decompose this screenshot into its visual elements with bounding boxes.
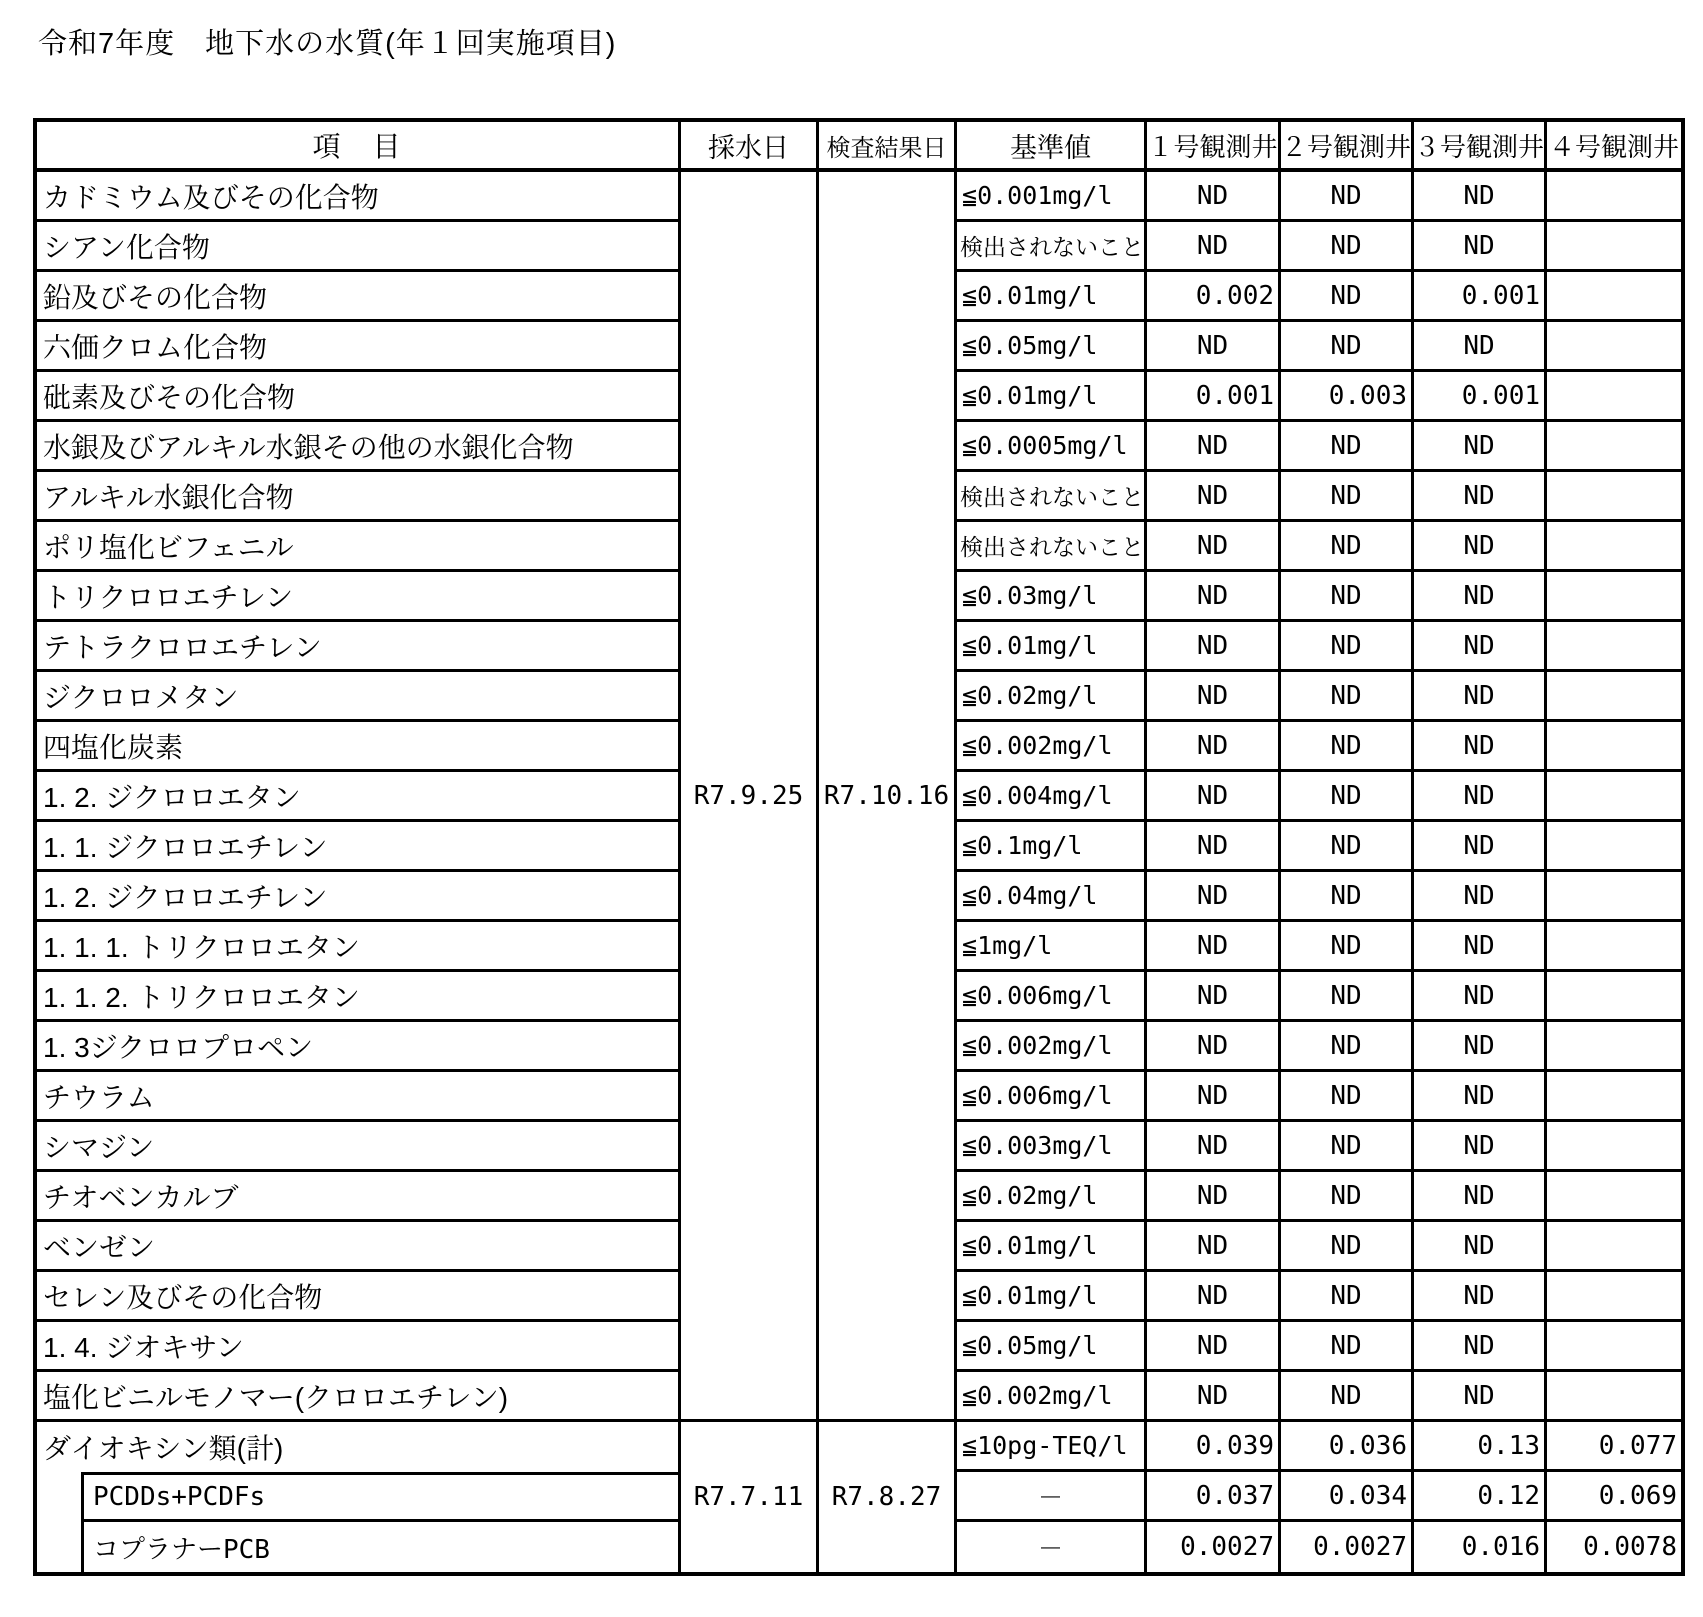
col-header-well-4: ４号観測井 [1547, 122, 1681, 172]
col-header-result-date: 検査結果日 [819, 122, 957, 172]
well-4-value-cell [1547, 1172, 1681, 1222]
item-label: チウラム [37, 1072, 681, 1122]
well-3-value-cell: ND [1414, 822, 1547, 872]
item-label: 鉛及びその化合物 [37, 272, 681, 322]
col-header-well-2: ２号観測井 [1281, 122, 1414, 172]
well-4-value-cell [1547, 772, 1681, 822]
well-3-value-cell: 0.001 [1414, 272, 1547, 322]
col-header-well-3: ３号観測井 [1414, 122, 1547, 172]
well-1-value-cell: ND [1147, 222, 1281, 272]
well-4-value-cell [1547, 822, 1681, 872]
well-2-value-cell: ND [1281, 672, 1414, 722]
standard-value-cell: 検出されないこと [957, 472, 1147, 522]
well-3-value-cell: ND [1414, 922, 1547, 972]
standard-value-cell: ≦0.01mg/l [957, 1222, 1147, 1272]
well-1-value-cell: ND [1147, 472, 1281, 522]
well-1-value-cell: ND [1147, 872, 1281, 922]
well-2-value-cell: ND [1281, 1172, 1414, 1222]
well-4-value-cell [1547, 1122, 1681, 1172]
standard-value-cell: ≦0.006mg/l [957, 1072, 1147, 1122]
standard-value-cell: ≦10pg-TEQ/l [957, 1422, 1147, 1472]
well-4-value-cell [1547, 1272, 1681, 1322]
standard-value-cell: ≦0.004mg/l [957, 772, 1147, 822]
well-1-value-cell: ND [1147, 1172, 1281, 1222]
well-3-value-cell: ND [1414, 722, 1547, 772]
well-1-value-cell: ND [1147, 1372, 1281, 1422]
standard-value-cell: ≦0.02mg/l [957, 1172, 1147, 1222]
standard-value-cell: ≦1mg/l [957, 922, 1147, 972]
well-2-value-cell: ND [1281, 1122, 1414, 1172]
well-3-value-cell: ND [1414, 322, 1547, 372]
subitem-label: コプラナーPCB [84, 1522, 681, 1572]
well-4-value-cell [1547, 922, 1681, 972]
well-3-value-cell: ND [1414, 1122, 1547, 1172]
well-2-value-cell: ND [1281, 722, 1414, 772]
well-1-value-cell: ND [1147, 622, 1281, 672]
result-date-cell: R7.8.27 [819, 1422, 957, 1572]
standard-value-cell: ≦0.01mg/l [957, 272, 1147, 322]
item-label: シマジン [37, 1122, 681, 1172]
well-1-value-cell: 0.037 [1147, 1472, 1281, 1522]
well-3-value-cell: 0.001 [1414, 372, 1547, 422]
table-row [37, 1422, 1681, 1472]
item-label: 四塩化炭素 [37, 722, 681, 772]
well-1-value-cell: ND [1147, 172, 1281, 222]
well-3-value-cell: ND [1414, 572, 1547, 622]
well-1-value-cell: ND [1147, 1022, 1281, 1072]
well-4-value-cell [1547, 722, 1681, 772]
well-2-value-cell: ND [1281, 622, 1414, 672]
well-3-value-cell: 0.13 [1414, 1422, 1547, 1472]
well-1-value-cell: 0.039 [1147, 1422, 1281, 1472]
header-row [37, 122, 1681, 172]
page-title: 令和7年度 地下水の水質(年１回実施項目) [38, 28, 617, 60]
well-2-value-cell: ND [1281, 172, 1414, 222]
item-label: 塩化ビニルモノマー(クロロエチレン) [37, 1372, 681, 1422]
well-2-value-cell: ND [1281, 872, 1414, 922]
standard-value-cell: ≦0.002mg/l [957, 1022, 1147, 1072]
well-1-value-cell: 0.001 [1147, 372, 1281, 422]
well-1-value-cell: ND [1147, 522, 1281, 572]
well-3-value-cell: ND [1414, 1322, 1547, 1372]
well-1-value-cell: ND [1147, 322, 1281, 372]
standard-value-cell: ≦0.05mg/l [957, 322, 1147, 372]
well-4-value-cell: 0.069 [1547, 1472, 1681, 1522]
well-3-value-cell: ND [1414, 672, 1547, 722]
well-1-value-cell: ND [1147, 1322, 1281, 1372]
item-label: テトラクロロエチレン [37, 622, 681, 672]
standard-value-cell: ≦0.0005mg/l [957, 422, 1147, 472]
well-2-value-cell: ND [1281, 222, 1414, 272]
standard-value-cell: ≦0.01mg/l [957, 622, 1147, 672]
well-3-value-cell: ND [1414, 1272, 1547, 1322]
well-4-value-cell [1547, 172, 1681, 222]
standard-value-cell: ≦0.003mg/l [957, 1122, 1147, 1172]
well-3-value-cell: 0.016 [1414, 1522, 1547, 1572]
well-3-value-cell: ND [1414, 1372, 1547, 1422]
well-2-value-cell: 0.036 [1281, 1422, 1414, 1472]
well-2-value-cell: ND [1281, 1072, 1414, 1122]
col-header-standard: 基準値 [957, 122, 1147, 172]
well-4-value-cell [1547, 972, 1681, 1022]
well-3-value-cell: ND [1414, 422, 1547, 472]
well-1-value-cell: 0.0027 [1147, 1522, 1281, 1572]
item-label: チオベンカルブ [37, 1172, 681, 1222]
well-2-value-cell: ND [1281, 772, 1414, 822]
well-2-value-cell: ND [1281, 1322, 1414, 1372]
well-2-value-cell: ND [1281, 472, 1414, 522]
well-4-value-cell [1547, 872, 1681, 922]
well-1-value-cell: ND [1147, 1272, 1281, 1322]
well-4-value-cell [1547, 272, 1681, 322]
standard-value-cell: ≦0.1mg/l [957, 822, 1147, 872]
col-header-item: 項 目 [37, 122, 681, 172]
standard-value-cell: ≦0.001mg/l [957, 172, 1147, 222]
well-2-value-cell: ND [1281, 922, 1414, 972]
well-4-value-cell [1547, 522, 1681, 572]
col-header-well-1: １号観測井 [1147, 122, 1281, 172]
well-1-value-cell: ND [1147, 1222, 1281, 1272]
well-2-value-cell: 0.0027 [1281, 1522, 1414, 1572]
standard-value-cell: ≦0.006mg/l [957, 972, 1147, 1022]
standard-value-cell: ≦0.04mg/l [957, 872, 1147, 922]
well-2-value-cell: ND [1281, 422, 1414, 472]
well-2-value-cell: ND [1281, 272, 1414, 322]
well-2-value-cell: ND [1281, 522, 1414, 572]
well-4-value-cell [1547, 1322, 1681, 1372]
standard-value-cell: ≦0.03mg/l [957, 572, 1147, 622]
standard-value-cell: ≦0.01mg/l [957, 372, 1147, 422]
table-row [37, 172, 1681, 222]
well-3-value-cell: ND [1414, 872, 1547, 922]
well-1-value-cell: ND [1147, 1072, 1281, 1122]
item-label: ベンゼン [37, 1222, 681, 1272]
well-4-value-cell [1547, 472, 1681, 522]
well-3-value-cell: ND [1414, 622, 1547, 672]
item-label: 六価クロム化合物 [37, 322, 681, 372]
item-label: ダイオキシン類(計) [37, 1422, 681, 1472]
water-quality-table [33, 118, 1685, 1576]
sampling-date-cell: R7.9.25 [681, 172, 819, 1422]
well-3-value-cell: ND [1414, 772, 1547, 822]
well-4-value-cell [1547, 572, 1681, 622]
well-3-value-cell: ND [1414, 172, 1547, 222]
well-1-value-cell: ND [1147, 572, 1281, 622]
well-3-value-cell: ND [1414, 222, 1547, 272]
item-label: カドミウム及びその化合物 [37, 172, 681, 222]
well-2-value-cell: ND [1281, 1372, 1414, 1422]
item-label: ジクロロメタン [37, 672, 681, 722]
well-4-value-cell [1547, 1072, 1681, 1122]
standard-value-cell: ≦0.002mg/l [957, 1372, 1147, 1422]
well-3-value-cell: ND [1414, 472, 1547, 522]
well-1-value-cell: ND [1147, 722, 1281, 772]
well-1-value-cell: ND [1147, 972, 1281, 1022]
well-3-value-cell: ND [1414, 1072, 1547, 1122]
item-label: トリクロロエチレン [37, 572, 681, 622]
well-4-value-cell [1547, 1022, 1681, 1072]
well-4-value-cell [1547, 322, 1681, 372]
well-3-value-cell: 0.12 [1414, 1472, 1547, 1522]
item-label: 砒素及びその化合物 [37, 372, 681, 422]
well-2-value-cell: ND [1281, 322, 1414, 372]
item-label: シアン化合物 [37, 222, 681, 272]
well-1-value-cell: ND [1147, 1122, 1281, 1172]
well-1-value-cell: ND [1147, 772, 1281, 822]
standard-value-cell: 検出されないこと [957, 522, 1147, 572]
well-3-value-cell: ND [1414, 522, 1547, 572]
item-label: 1. 2. ジクロロエタン [37, 772, 681, 822]
table-header [37, 122, 1681, 172]
item-label: 水銀及びアルキル水銀その他の水銀化合物 [37, 422, 681, 472]
well-4-value-cell: 0.077 [1547, 1422, 1681, 1472]
result-date-cell: R7.10.16 [819, 172, 957, 1422]
item-label: 1. 1. 1. トリクロロエタン [37, 922, 681, 972]
well-2-value-cell: ND [1281, 972, 1414, 1022]
subitem-label: PCDDs+PCDFs [84, 1472, 681, 1522]
well-1-value-cell: ND [1147, 922, 1281, 972]
standard-value-cell: ≦0.02mg/l [957, 672, 1147, 722]
standard-value-cell: － [957, 1522, 1147, 1572]
item-label: 1. 3ジクロロプロペン [37, 1022, 681, 1072]
well-2-value-cell: ND [1281, 1222, 1414, 1272]
well-1-value-cell: ND [1147, 672, 1281, 722]
well-3-value-cell: ND [1414, 1022, 1547, 1072]
well-4-value-cell [1547, 622, 1681, 672]
standard-value-cell: 検出されないこと [957, 222, 1147, 272]
well-4-value-cell [1547, 372, 1681, 422]
well-4-value-cell [1547, 1372, 1681, 1422]
item-label: セレン及びその化合物 [37, 1272, 681, 1322]
well-4-value-cell [1547, 1222, 1681, 1272]
well-1-value-cell: 0.002 [1147, 272, 1281, 322]
well-2-value-cell: 0.003 [1281, 372, 1414, 422]
item-label: 1. 2. ジクロロエチレン [37, 872, 681, 922]
well-2-value-cell: ND [1281, 822, 1414, 872]
item-label: 1. 1. ジクロロエチレン [37, 822, 681, 872]
well-4-value-cell [1547, 672, 1681, 722]
well-3-value-cell: ND [1414, 972, 1547, 1022]
well-4-value-cell [1547, 222, 1681, 272]
well-1-value-cell: ND [1147, 422, 1281, 472]
standard-value-cell: ≦0.002mg/l [957, 722, 1147, 772]
table-body [37, 172, 1681, 1572]
item-label: ポリ塩化ビフェニル [37, 522, 681, 572]
item-label: アルキル水銀化合物 [37, 472, 681, 522]
col-header-sampling-date: 採水日 [681, 122, 819, 172]
well-2-value-cell: ND [1281, 1272, 1414, 1322]
well-1-value-cell: ND [1147, 822, 1281, 872]
well-3-value-cell: ND [1414, 1222, 1547, 1272]
item-label: 1. 4. ジオキサン [37, 1322, 681, 1372]
well-4-value-cell [1547, 422, 1681, 472]
sampling-date-cell: R7.7.11 [681, 1422, 819, 1572]
well-2-value-cell: ND [1281, 572, 1414, 622]
item-label: 1. 1. 2. トリクロロエタン [37, 972, 681, 1022]
well-2-value-cell: 0.034 [1281, 1472, 1414, 1522]
standard-value-cell: － [957, 1472, 1147, 1522]
standard-value-cell: ≦0.01mg/l [957, 1272, 1147, 1322]
well-2-value-cell: ND [1281, 1022, 1414, 1072]
indent-spacer [37, 1472, 84, 1572]
well-3-value-cell: ND [1414, 1172, 1547, 1222]
standard-value-cell: ≦0.05mg/l [957, 1322, 1147, 1372]
well-4-value-cell: 0.0078 [1583, 1532, 1678, 1562]
